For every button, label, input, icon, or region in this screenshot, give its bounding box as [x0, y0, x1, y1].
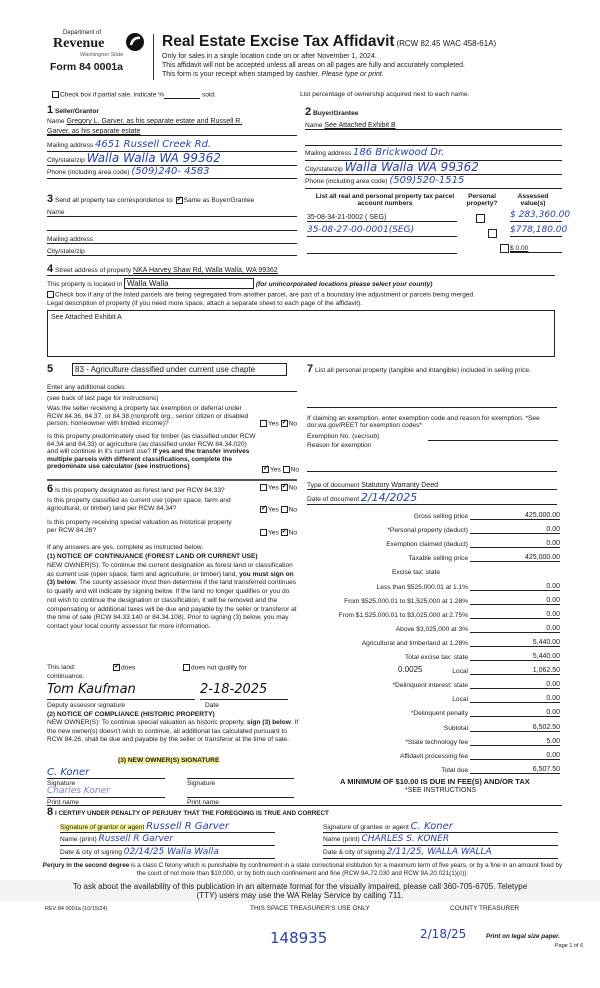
n1-a: NEW OWNER(S): To continue the current designation as forest land or classification as current use (open space, farm and agriculture, or timber) land,	[47, 562, 293, 578]
parcel-number[interactable]: 35-08-27-00-0001(SEG)	[307, 226, 457, 237]
yes-checkbox[interactable]	[260, 506, 267, 513]
reason-field[interactable]	[307, 466, 557, 472]
tax-row-label: *Personal property (deduct)	[387, 527, 468, 535]
receipt-date: 2/18/25	[420, 927, 467, 941]
exemption-no-field[interactable]	[428, 434, 558, 441]
street-address-field[interactable]	[47, 263, 555, 276]
alt-format-notice	[0, 880, 600, 902]
grantee-name: CHARLES S. KONER	[361, 834, 450, 844]
continuance-label: continuance.	[47, 673, 85, 680]
s6-q1	[47, 483, 225, 495]
new-owner-print-name: Charles Koner	[47, 786, 110, 796]
reason-label: Reason for exemption	[307, 442, 372, 449]
tax-row-label: *Delinquent interest: state	[392, 682, 468, 690]
signature-label: Signature	[187, 780, 216, 787]
form-number: Form 84 0001a	[50, 61, 123, 73]
segregate-label: Check box if any of the listed parcels are being segregated from another parcel, are part of a boundary line adjustment or parcels being merged.	[55, 291, 476, 299]
tax-row	[300, 662, 560, 675]
label: Date of document	[307, 496, 360, 503]
located-in	[47, 278, 432, 289]
does-not-option	[183, 664, 247, 671]
title-text: Real Estate Excise Tax Affidavit	[162, 33, 395, 50]
q2-answers	[262, 466, 299, 473]
assessed-value[interactable]: $ 283,360.00	[510, 210, 571, 220]
doc-date: 2/14/2025	[360, 491, 418, 504]
new-owner-sig-field[interactable]	[47, 767, 165, 779]
yes-checkbox[interactable]	[260, 484, 267, 491]
tax-row-label: Gross selling price	[413, 513, 468, 520]
seller-name-1: Gregory L. Garver, as his separate estate and Russell R.	[66, 118, 243, 125]
line3-text: This form is your receipt when stamped by cashier.	[162, 71, 320, 78]
tax-row-value[interactable]: 5.00	[470, 738, 560, 746]
corr-city-field[interactable]	[47, 248, 297, 256]
yes-checkbox[interactable]	[262, 466, 269, 473]
located-note: (for unincorporated locations please select your county)	[255, 281, 433, 288]
section-number: 4	[47, 263, 54, 275]
yes-label: Yes	[270, 466, 281, 474]
tax-row	[300, 690, 560, 703]
label: Name	[47, 209, 65, 216]
correspondence-label: Send all property tax correspondence to:	[54, 197, 174, 204]
no-checkbox[interactable]	[281, 420, 288, 427]
assessor-date-field[interactable]	[200, 683, 288, 700]
assessor-signature: Tom Kaufman	[47, 682, 136, 697]
tax-row-label: From $1,525,000.01 to $3,025,000 at 2.75%	[338, 611, 468, 619]
revision: REV 84 0001a (10/15/24)	[45, 906, 108, 912]
corr-name-field[interactable]	[47, 209, 297, 217]
tax-row-label: Excise tax: state	[391, 569, 440, 577]
tax-row-value[interactable]: 0.00	[470, 752, 560, 760]
tax-row-value[interactable]: 0.00	[470, 597, 560, 605]
label: This property is located in	[47, 281, 123, 288]
tax-row-label: *State technology fee	[405, 738, 468, 746]
grantor-signature: Russell R Garver	[146, 821, 230, 832]
date-label: Date	[205, 702, 219, 709]
assessed-value-col-header: Assessed value(s)	[517, 193, 549, 207]
tax-row-label: Local	[452, 668, 468, 676]
assessor-date: 2-18-2025	[200, 682, 268, 697]
assessed-value[interactable]: $778,180.00	[510, 225, 568, 235]
label: Enter any additional codes	[47, 384, 125, 391]
title-rcw: (RCW 82.45 WAC 458-61A)	[396, 39, 497, 48]
legal-label: Legal description of property (if you need more space, attach a separate sheet to each page of the affidavit).	[47, 300, 363, 307]
parcel-row[interactable]	[307, 214, 457, 222]
signature-label: Signature	[47, 780, 76, 787]
label: Mailing address	[47, 142, 94, 149]
minimum-due-note: A MINIMUM OF $10.00 IS DUE IN FEE(S) AND/OR TAX	[340, 777, 530, 786]
yes-checkbox[interactable]	[260, 529, 267, 536]
personal-property-checkbox[interactable]	[476, 214, 485, 223]
label: Date & city of signing	[60, 849, 122, 856]
county-treasurer: COUNTY TREASURER	[450, 905, 520, 912]
does-option	[113, 664, 135, 671]
tax-row-value[interactable]: 0.00	[470, 611, 560, 619]
personal-property-checkbox[interactable]	[500, 244, 509, 253]
perjury-bold: Perjury in the second degree	[42, 862, 130, 869]
doc-type: Statutory Warranty Deed	[361, 482, 439, 489]
q-text: Is this property designated as forest land per RCW 84.33?	[54, 487, 225, 494]
header-line-1: Only for sales in a single location code on or after November 1, 2024.	[162, 53, 377, 60]
no-label: No	[288, 506, 298, 514]
tax-row-label: Total due	[441, 766, 468, 774]
tax-row	[300, 634, 560, 647]
grantor-date: 02/14/25 Walla Walla	[123, 847, 219, 857]
section7-heading	[307, 363, 562, 375]
tax-row	[300, 563, 560, 576]
street-address: NKA Harvey Shaw Rd, Walla Walla, WA 99362	[133, 267, 278, 274]
seller-heading	[47, 104, 99, 116]
section-number: 3	[47, 193, 54, 205]
no-checkbox[interactable]	[281, 484, 288, 491]
buyer-phone-field[interactable]	[305, 175, 562, 189]
personal-property-list-field[interactable]	[307, 398, 557, 408]
buyer-name: See Attached Exhibit B	[324, 122, 396, 129]
s6-q2: Is this property classified as current use (open space, farm and agricultural, or timber) land per RCW 84.34?	[47, 497, 231, 512]
tax-row-value[interactable]: 0.00	[470, 540, 560, 548]
tax-row	[300, 549, 560, 562]
tax-row	[300, 592, 560, 605]
tax-row-value[interactable]: 0.00	[470, 709, 560, 717]
tax-row-value[interactable]: 6,502.50	[470, 724, 560, 732]
grantee-date: 2/11/25, WALLA WALLA	[386, 847, 492, 857]
no-label: No	[288, 529, 298, 537]
alt-line-1: To ask about the availability of this publication in an alternate format for the visually impaired, please call 360-705-6705. Teletype	[72, 882, 528, 891]
print-name-label: Print name	[47, 799, 79, 806]
buyer-heading	[305, 106, 358, 118]
seller-heading-text: Seller/Grantor	[54, 108, 99, 115]
partial-sale	[52, 91, 216, 99]
section8-heading	[47, 806, 329, 818]
label: Street address of property	[54, 267, 132, 274]
grantor-date-field[interactable]	[60, 848, 275, 859]
buyer-city: Walla Walla WA 99362	[344, 160, 479, 174]
grantor-signature-field[interactable]	[60, 821, 275, 833]
assessor-signature-field[interactable]	[47, 683, 195, 700]
tax-row-label: Less than $525,000.01 at 1.1%	[376, 583, 468, 591]
yes-label: Yes	[268, 420, 279, 428]
label: Type of document	[307, 482, 360, 489]
tax-row-label: *Delinquent penalty	[410, 710, 468, 718]
grantee-date-field[interactable]	[323, 848, 558, 859]
partial-percent-input[interactable]	[164, 91, 200, 99]
buyer-mail: 186 Brickwood Dr.	[353, 147, 445, 158]
tax-row	[300, 606, 560, 619]
section-divider	[47, 479, 297, 481]
does-not-label: does not qualify for	[191, 664, 247, 672]
tax-row-value[interactable]: 5,440.00	[470, 639, 560, 647]
tax-row-label: Exemption claimed (deduct)	[386, 541, 468, 549]
ownership-note: List percentage of ownership acquired next to each name.	[300, 91, 470, 98]
q2-text: Is this property predominately used for timber (as classified under RCW 84.34 and 84.33) or agriculture (as classified under RCW 84.34.020) and will continue in it's current use?	[47, 433, 256, 455]
assessed-value[interactable]: $ 0.00	[510, 245, 562, 253]
doc-date-field[interactable]	[307, 492, 557, 505]
assessor-sig-label: Deputy assessor signature	[47, 702, 126, 709]
q1-answers	[260, 420, 297, 427]
does-label: does	[121, 664, 136, 672]
does-checkbox[interactable]	[113, 664, 120, 671]
tax-row-value[interactable]: 0.00	[470, 583, 560, 591]
grantee-signature-field[interactable]	[323, 821, 558, 833]
seller-name-2-field[interactable]	[47, 128, 297, 136]
tax-row	[300, 535, 560, 548]
notice-compliance-text	[47, 719, 302, 745]
logo-dept: Department of	[63, 30, 102, 36]
county-select[interactable]: Walla Walla	[124, 278, 254, 289]
tax-row	[300, 676, 560, 689]
perjury-notice	[40, 862, 565, 877]
partial-sold: sold.	[201, 91, 216, 99]
question-timber	[47, 433, 259, 471]
tax-row-value[interactable]: 425,000.00	[470, 554, 560, 562]
seller-city-field[interactable]	[47, 152, 297, 166]
correspondence-heading	[47, 193, 254, 205]
label: City/state/zip	[47, 157, 85, 164]
new-owner-print-2-field[interactable]	[187, 787, 294, 798]
does-not-checkbox[interactable]	[183, 664, 190, 671]
tax-row	[300, 733, 560, 746]
parcels-col-header: List all real and personal property tax parcel account numbers	[315, 193, 455, 207]
logo-revenue: Revenue	[53, 36, 105, 51]
tax-row-value[interactable]: 0.00	[470, 695, 560, 703]
legal-size-note: Print on legal size paper.	[486, 933, 560, 940]
no-label: No	[290, 466, 300, 474]
tax-row	[300, 719, 560, 732]
parcel-number: 35-08-34-21-0002 ( SEG)	[307, 214, 387, 221]
n1-b: you must sign on (3) below	[47, 570, 294, 587]
s6-q1-answers	[260, 484, 297, 491]
no-checkbox[interactable]	[281, 529, 288, 536]
label: Name (print)	[60, 836, 97, 843]
certify-text: I CERTIFY UNDER PENALTY OF PERJURY THAT THE FOREGOING IS TRUE AND CORRECT	[54, 810, 329, 817]
page-number: Page 1 of 6	[555, 943, 584, 949]
section-number: 8	[47, 806, 54, 818]
label: Name (print)	[323, 836, 360, 843]
tax-row	[300, 620, 560, 633]
print-name-label: Print name	[187, 799, 219, 806]
n2-c: . If the new owner(s) doesn't wish to continue, all additional tax calculated pursuant to RCW 84.26, shall be due and payable by the seller or transferor at the time of sale.	[47, 719, 299, 744]
tax-row-value[interactable]: 1,062.50	[470, 667, 560, 675]
tax-row-label: From $525,000.01 to $1,525,000 at 1.28%	[344, 597, 468, 605]
tax-row-label: Total excise tax: state	[404, 654, 468, 661]
new-owner-print-field[interactable]	[47, 787, 165, 798]
tax-row-value[interactable]: 0.00	[470, 526, 560, 534]
label: Date & city of signing	[323, 849, 385, 856]
label: City/state/zip	[305, 166, 343, 173]
section-number: 6	[47, 483, 54, 495]
label: Mailing address	[305, 150, 352, 157]
line3-italic: Please type or print.	[321, 71, 384, 78]
this-land-label: This land:	[47, 664, 76, 671]
logo-state: Washington State	[80, 52, 124, 58]
yes-label: Yes	[268, 529, 279, 537]
label: Phone (including area code)	[47, 169, 130, 176]
n2-b: sign (3) below	[246, 719, 291, 726]
tax-row-label: Subtotal	[443, 724, 468, 732]
yes-label: Yes	[268, 484, 279, 492]
tax-row-label: Local	[452, 696, 468, 704]
n1-c: . The county assessor must then determine if the land transferred continues to qualify and will indicate by signing below. If the land no longer qualifies or you do not wish to continue the designation or classification, it will be removed and the compensating or additional taxes will be due and payable by the seller or transferor at the time of sale (RCW 84.33.140 or 84.34.108). Prior to signing (3) below, you may contact your local county assessor for more information.	[47, 579, 297, 630]
notice-continuance-title: (1) NOTICE OF CONTINUANCE (FOREST LAND OR CURRENT USE)	[47, 553, 258, 560]
label: Signature of grantee or agent	[323, 824, 409, 831]
partial-sale-label: Check box if partial sale, indicate %	[60, 91, 165, 99]
segregate-checkbox[interactable]	[47, 291, 54, 298]
see-back: (see back of last page for instructions)	[47, 395, 159, 402]
new-owner-sig-2-field[interactable]	[187, 767, 294, 779]
corr-mail-field[interactable]	[47, 236, 297, 244]
tax-row-label: Affidavit processing fee	[399, 752, 468, 760]
dor-logo	[45, 30, 145, 82]
tax-row-value[interactable]: 425,000.00	[470, 512, 560, 520]
if-yes-note: If any answers are yes, complete as instructed below.	[47, 544, 204, 551]
q2-bold: If yes and the transfer involves multiple parcels with different classifications, complete the predominate use calculator (see instructions)	[47, 448, 250, 470]
tax-row	[300, 648, 560, 661]
no-label: No	[288, 484, 298, 492]
see-instructions: *SEE INSTRUCTIONS	[405, 787, 477, 794]
tax-row-value[interactable]: 6,507.50	[470, 766, 560, 774]
section-number: 2	[305, 106, 312, 118]
header-divider	[153, 34, 154, 80]
section5-code-select[interactable]: 83 - Agriculture classified under current use chapte	[72, 363, 287, 376]
exemption-no-label: Exemption No. (sec/sub)	[307, 433, 380, 440]
label: Phone (including area code)	[305, 178, 388, 185]
tax-row	[300, 747, 560, 760]
same-as-buyer-checkbox[interactable]	[176, 197, 183, 204]
seller-phone: (509)240- 4583	[131, 166, 210, 177]
dor-logo-mark-icon	[125, 32, 145, 52]
exemption-note: If claiming an exemption, enter exemption code and reason for exemption. *See dor.wa.gov/REET for exemption codes*	[307, 415, 540, 429]
doc-type-field[interactable]	[307, 482, 557, 490]
buyer-heading-text: Buyer/Grantee	[312, 110, 359, 117]
treasurer-use: THIS SPACE TREASURER'S USE ONLY	[250, 905, 370, 912]
seller-mail: 4651 Russell Creek Rd.	[95, 139, 212, 150]
section7-label: List all personal property (tangible and intangible) included in selling price.	[314, 367, 531, 374]
buyer-name-field[interactable]	[305, 122, 562, 130]
same-as-buyer-label: Same as Buyer/Grantee	[183, 197, 255, 204]
alt-line-2: (TTY) users may use the WA Relay Service by calling 711.	[196, 891, 404, 900]
yes-checkbox[interactable]	[260, 420, 267, 427]
local-rate: 0.0025	[398, 665, 423, 674]
tax-row-label: Above $3,025,000 at 3%	[395, 625, 468, 633]
notice-compliance-title: (2) NOTICE OF COMPLIANCE (HISTORIC PROPERTY)	[47, 711, 215, 718]
buyer-city-field[interactable]	[305, 161, 562, 175]
new-owner-signature: C. Koner	[47, 767, 90, 778]
header-line-3	[162, 71, 384, 78]
s6-q2-answers	[260, 506, 297, 513]
personal-property-checkbox[interactable]	[488, 229, 497, 238]
label: Name	[305, 122, 323, 129]
no-checkbox[interactable]	[283, 466, 290, 473]
seller-name-field[interactable]	[47, 118, 297, 125]
seller-name-2: Garver, as his separate estate	[47, 128, 141, 135]
n2-a: NEW OWNER(S): To continue special valuation as historic property,	[47, 719, 246, 726]
no-label: No	[288, 420, 298, 428]
label: Mailing address	[47, 236, 94, 243]
no-checkbox[interactable]	[281, 506, 288, 513]
grantee-name-field[interactable]	[323, 835, 558, 846]
tax-row	[300, 704, 560, 717]
tax-row	[300, 578, 560, 591]
buyer-mail-field[interactable]	[305, 147, 562, 161]
form-title	[162, 33, 496, 51]
corr-name-2-field[interactable]	[47, 219, 297, 231]
label: Name	[47, 118, 65, 125]
segregate-row	[47, 291, 475, 298]
seller-phone-field[interactable]	[47, 166, 297, 179]
label: City/state/zip	[47, 248, 85, 255]
parcel-number[interactable]	[307, 246, 457, 254]
grantor-name-field[interactable]	[60, 835, 275, 846]
tax-row-value[interactable]: 5,440.00	[470, 653, 560, 661]
tax-row-value[interactable]: 0.00	[470, 625, 560, 633]
new-owner-signature-title: (3) NEW OWNER(S) SIGNATURE	[118, 757, 220, 764]
grantor-name: Russell R Garver	[98, 834, 174, 844]
tax-row-value[interactable]: 0.00	[470, 681, 560, 689]
s6-q3-answers	[260, 529, 297, 536]
section-number: 1	[47, 104, 54, 116]
personal-property-col-header: Personal property?	[466, 193, 498, 207]
tax-row	[300, 761, 560, 774]
tax-row	[300, 507, 560, 520]
legal-description-box[interactable]: See Attached Exhibit A	[47, 310, 555, 357]
yes-label: Yes	[268, 506, 279, 514]
section-number: 5	[47, 363, 54, 375]
question-exemption: Was the seller receiving a property tax exemption or deferral under RCW 84.36, 84.37, or 84.38 (nonprofit org., senior citizen or disabled person, homeowner with limited income)?	[47, 405, 249, 428]
tax-row-label: Agricultural and timberland at 1.28%	[361, 639, 468, 647]
section-number: 7	[307, 363, 314, 375]
notice-continuance-text	[47, 562, 299, 632]
receipt-number: 148935	[270, 929, 328, 947]
partial-sale-checkbox[interactable]	[52, 91, 59, 98]
perjury-text: is a class C felony which is punishable by confinement in a state correctional institution for a maximum term of five years, or by a fine in an amount fixed by the court of not more than $10,000, or by both such confinement and fine (RCW 9A.72.030 and RCW 9A.20.021(1)(c)).	[129, 862, 563, 877]
seller-city: Walla Walla WA 99362	[86, 151, 221, 165]
additional-codes-field[interactable]	[47, 384, 297, 392]
label: Signature of grantor or agent	[60, 824, 145, 831]
s6-q3: Is this property receiving special valuation as historical property per RCW 84.26?	[47, 519, 232, 534]
tax-row-label: Taxable selling price	[408, 555, 468, 563]
buyer-name-2-field[interactable]	[305, 134, 562, 146]
tax-row	[300, 521, 560, 534]
header-line-2: This affidavit will not be accepted unless all areas on all pages are fully and accurately completed.	[162, 62, 465, 69]
buyer-phone: (509)520-1515	[389, 175, 465, 186]
grantee-signature: C. Koner	[410, 821, 453, 832]
